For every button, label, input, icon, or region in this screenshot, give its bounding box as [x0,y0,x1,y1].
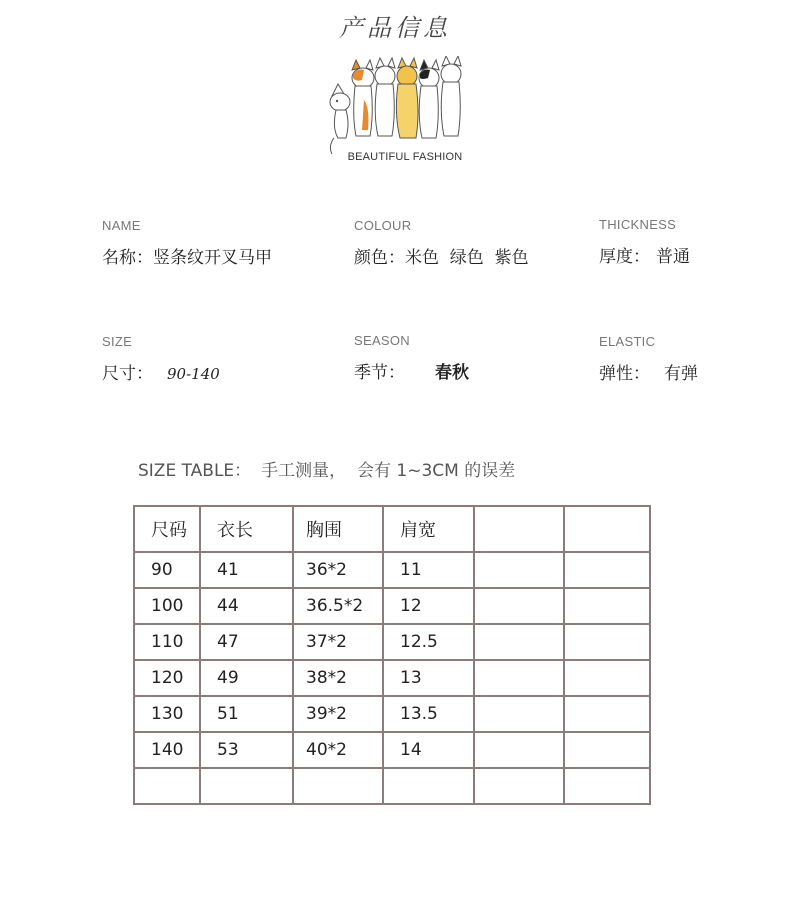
table-row [134,768,650,804]
info-season [354,333,469,383]
table-cell [564,660,650,696]
info-thickness [599,217,690,267]
header-cell: 衣长 [200,506,293,552]
table-cell [383,768,474,804]
info-name [102,218,272,268]
info-size [102,334,220,384]
table-cell [293,768,383,804]
table-cell: 120 [134,660,200,696]
table-cell: 140 [134,732,200,768]
table-cell [474,768,564,804]
cats-group-logo-icon [318,56,468,166]
page-title: 产品信息 [339,14,451,42]
colour-value: 米色 绿色 紫色 [405,248,529,268]
thickness-label: 厚度： [599,247,650,267]
size-table [133,505,651,805]
table-cell: 49 [200,660,293,696]
thickness-value: 普通 [656,247,690,267]
table-row [134,552,650,588]
size-label: 尺寸： [102,364,153,384]
table-cell: 12.5 [383,624,474,660]
table-cell [564,552,650,588]
thickness-en-label: THICKNESS [599,217,677,232]
table-cell [564,696,650,732]
table-cell: 14 [383,732,474,768]
season-label: 季节： [354,363,405,383]
table-cell: 100 [134,588,200,624]
table-cell: 13 [383,660,474,696]
table-cell: 39*2 [293,696,383,732]
colour-label: 颜色： [354,248,405,268]
season-en-label: SEASON [354,333,410,348]
table-cell: 53 [200,732,293,768]
table-cell [474,552,564,588]
info-colour [354,218,529,268]
table-cell: 11 [383,552,474,588]
table-cell [474,624,564,660]
header-cell: 胸围 [293,506,383,552]
table-row [134,660,650,696]
elastic-label: 弹性： [599,364,650,384]
table-cell: 40*2 [293,732,383,768]
table-cell: 41 [200,552,293,588]
table-cell: 51 [200,696,293,732]
season-value: 春秋 [435,363,469,383]
elastic-value: 有弹 [664,364,698,384]
header-cell [474,506,564,552]
table-cell: 12 [383,588,474,624]
table-row [134,588,650,624]
size-en-label: SIZE [102,334,133,349]
size-table-label: SIZE TABLE： [138,461,252,481]
table-cell [474,660,564,696]
table-row [134,696,650,732]
header-cell [564,506,650,552]
table-cell: 110 [134,624,200,660]
table-row [134,624,650,660]
table-cell [564,588,650,624]
table-cell: 13.5 [383,696,474,732]
size-table-note: 手工测量， 会有 1~3CM 的误差 [261,461,516,481]
name-value: 竖条纹开叉马甲 [153,248,272,268]
table-cell: 130 [134,696,200,732]
table-cell [564,768,650,804]
size-value: 90-140 [167,365,220,383]
size-table-title [138,456,515,481]
table-header-row [134,506,650,552]
table-cell [200,768,293,804]
brand-name: BEAUTIFUL FASHION [347,151,463,163]
elastic-en-label: ELASTIC [599,334,656,349]
table-cell: 36.5*2 [293,588,383,624]
table-cell: 36*2 [293,552,383,588]
table-cell [474,696,564,732]
table-cell [474,732,564,768]
table-cell: 44 [200,588,293,624]
table-cell: 90 [134,552,200,588]
table-cell: 47 [200,624,293,660]
name-en-label: NAME [102,218,141,233]
table-cell [564,732,650,768]
colour-en-label: COLOUR [354,218,412,233]
table-cell [474,588,564,624]
header-cell: 肩宽 [383,506,474,552]
table-row [134,732,650,768]
table-cell [134,768,200,804]
name-label: 名称： [102,248,153,268]
table-cell: 38*2 [293,660,383,696]
info-elastic [599,334,698,384]
header-cell: 尺码 [134,506,200,552]
table-cell: 37*2 [293,624,383,660]
table-cell [564,624,650,660]
